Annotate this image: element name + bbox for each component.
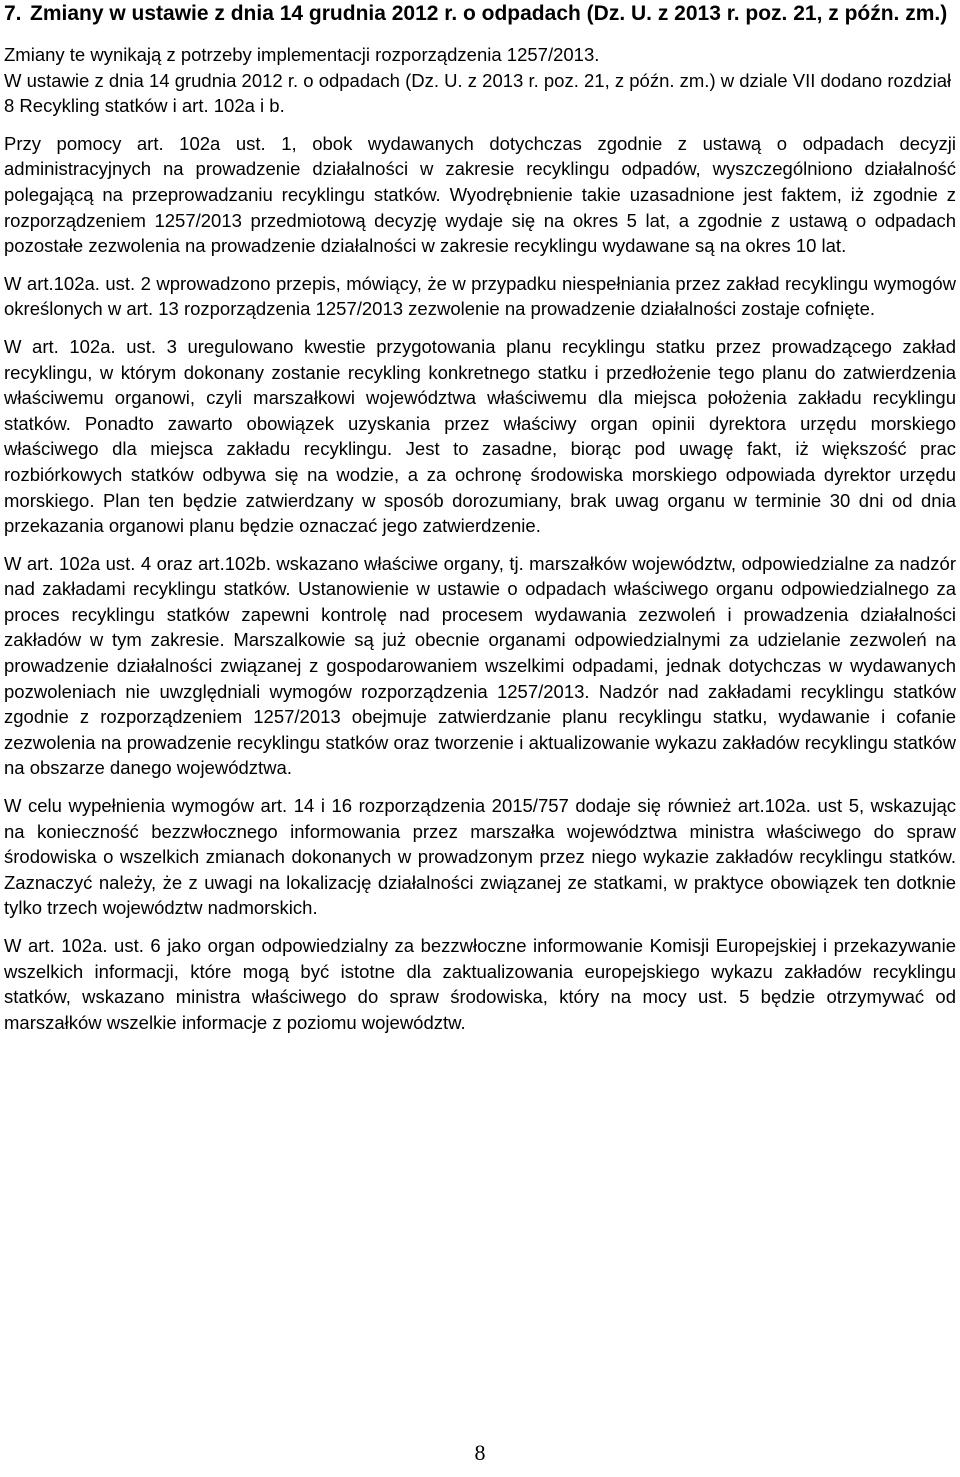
paragraph: W ustawie z dnia 14 grudnia 2012 r. o odpadach (Dz. U. z 2013 r. poz. 21, z późn. zm.) w dziale VII dodano rozdział 8 Recykling statków i art. 102a i b.: [4, 69, 952, 117]
paragraph: W art.102a. ust. 2 wprowadzono przepis, mówiący, że w przypadku niespełniania przez zakład recyklingu wymogów określonych w art. 13 rozporządzenia 1257/2013 zezwolenie na prowadzenie działalności zostaje cofnięte.: [4, 272, 956, 320]
page-number: 8: [474, 1440, 486, 1465]
section-number: 7.: [4, 2, 22, 25]
paragraph: Zmiany te wynikają z potrzeby implementacji rozporządzenia 1257/2013.: [4, 44, 600, 65]
paragraph: W art. 102a. ust. 6 jako organ odpowiedzialny za bezzwłoczne informowanie Komisji Europejskiej i przekazywanie wszelkich informacji, które mogą być istotne dla zaktualizowania europejskiego wykazu zakładów recyklingu statków, wskazano ministra właściwego do spraw środowiska, który na mocy ust. 5 będzie otrzymywać od marszałków wszelkie informacje z poziomu województw.: [4, 935, 956, 1033]
paragraph: W celu wypełnienia wymogów art. 14 i 16 rozporządzenia 2015/757 dodaje się również art.102a. ust 5, wskazując na konieczność bezzwłocznego informowania przez marszałka województwa ministra właściwego do spraw środowiska o wszelkich zmianach dokonanych w prowadzonym przez niego wykazie zakładów recyklingu statków. Zaznaczyć należy, że z uwagi na lokalizację działalności związanej ze statkami, w praktyce obowiązek ten dotknie tylko trzech województw nadmorskich.: [4, 795, 956, 919]
document-page: [4, 0, 956, 1047]
section-title: Zmiany w ustawie z dnia 14 grudnia 2012 r. o odpadach (Dz. U. z 2013 r. poz. 21, z późn. zm.): [30, 2, 948, 25]
paragraph: W art. 102a ust. 4 oraz art.102b. wskazano właściwe organy, tj. marszałków województw, odpowiedzialne za nadzór nad zakładami recyklingu statków. Ustanowienie w ustawie o odpadach właściwego organu odpowiedzialnego za proces recyklingu statków zapewni kontrolę nad procesem wydawania zezwoleń i prowadzenia działalności zakładów w tym zakresie. Marszalkowie są już obecnie organami odpowiedzialnymi za udzielanie zezwoleń na prowadzenie działalności związanej z gospodarowaniem wszelkimi odpadami, jednak dotychczas w wydawanych pozwoleniach nie uwzględniali wymogów rozporządzenia 1257/2013. Nadzór nad zakładami recyklingu statków zgodnie z rozporządzeniem 1257/2013 obejmuje zatwierdzanie planu recyklingu statku, wydawanie i cofanie zezwolenia na prowadzenie recyklingu statków oraz tworzenie i aktualizowanie wykazu zakładów recyklingu statków na obszarze danego województwa.: [4, 552, 956, 779]
paragraph: W art. 102a. ust. 3 uregulowano kwestie przygotowania planu recyklingu statku przez prowadzącego zakład recyklingu, w którym dokonany zostanie recykling konkretnego statku i przedłożenie tego planu do zatwierdzenia właściwemu organowi, czyli marszałkowi województwa właściwemu dla miejsca położenia zakładu recyklingu statków. Ponadto zawarto obowiązek uzyskania przez właściwy organ opinii dyrektora urzędu morskiego właściwego dla miejsca zakładu recyklingu. Jest to zasadne, biorąc pod uwagę fakt, iż większość prac rozbiórkowych statków odbywa się na wodzie, a za ochronę środowiska morskiego odpowiada dyrektor urzędu morskiego. Plan ten będzie zatwierdzany w sposób dorozumiany, brak uwag organu w terminie 30 dni od dnia przekazania organowi planu będzie oznaczać jego zatwierdzenie.: [4, 335, 956, 537]
section-heading: [4, 0, 956, 28]
paragraph: Przy pomocy art. 102a ust. 1, obok wydawanych dotychczas zgodnie z ustawą o odpadach decyzji administracyjnych na prowadzenie działalności w zakresie recyklingu odpadów, wyszczególniono działalność polegającą na przeprowadzaniu recyklingu statków. Wyodrębnienie takie uzasadnione jest faktem, iż zgodnie z rozporządzeniem 1257/2013 przedmiotową decyzję wydaje się na okres 5 lat, a zgodnie z ustawą o odpadach pozostałe zezwolenia na prowadzenie działalności w zakresie recyklingu wydawane są na okres 10 lat.: [4, 132, 956, 257]
